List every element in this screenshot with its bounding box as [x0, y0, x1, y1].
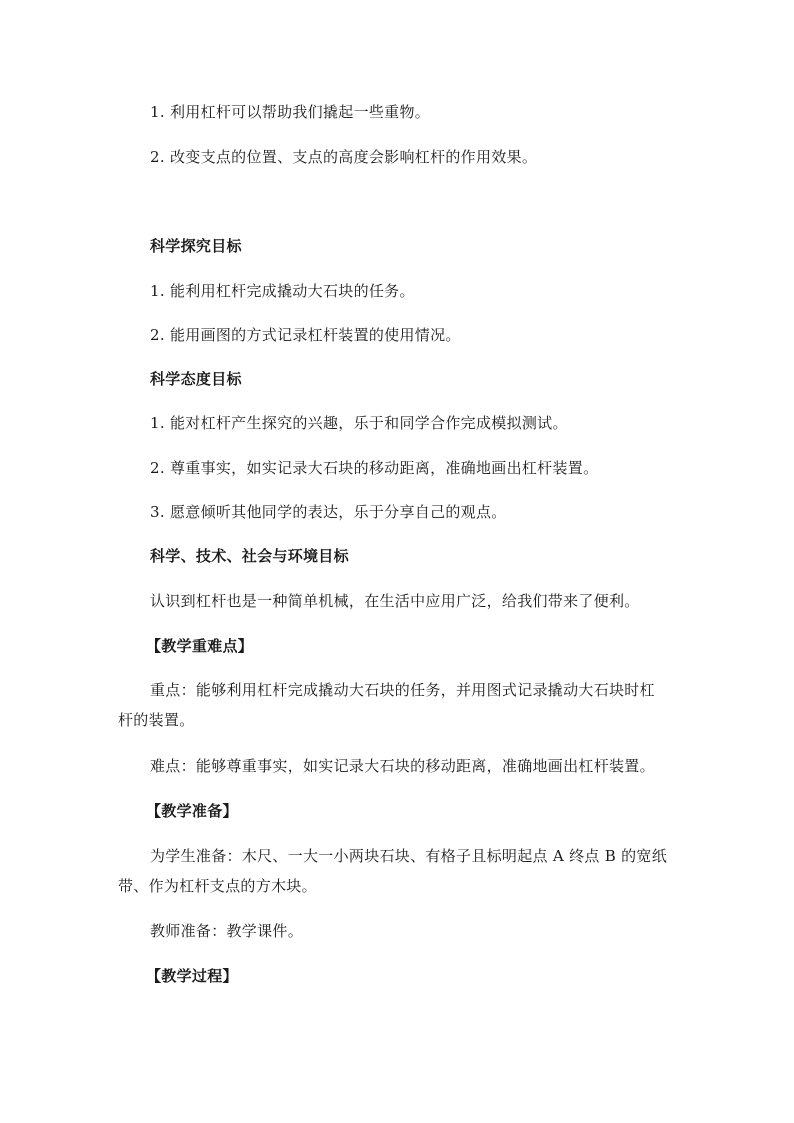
inquiry-goal-1: 1. 能利用杠杆完成撬动大石块的任务。: [150, 282, 415, 300]
stse-goals-text: 认识到杠杆也是一种简单机械，在生活中应用广泛，给我们带来了便利。: [150, 592, 640, 610]
teacher-preparation: 教师准备：教学课件。: [150, 922, 304, 940]
key-point-line-2: 杆的装置。: [118, 711, 195, 729]
attitude-goal-2: 2. 尊重事实，如实记录大石块的移动距离，准确地画出杠杆装置。: [150, 459, 599, 477]
attitude-goal-1: 1. 能对杠杆产生探究的兴趣，乐于和同学合作完成模拟测试。: [150, 414, 568, 432]
stse-goals-heading: 科学、技术、社会与环境目标: [150, 547, 349, 565]
student-preparation-line-1: 为学生准备：木尺、一大一小两块石块、有格子且标明起点 A 终点 B 的宽纸: [150, 847, 668, 865]
student-preparation-line-2: 带、作为杠杆支点的方木块。: [118, 877, 317, 895]
attitude-goal-3: 3. 愿意倾听其他同学的表达，乐于分享自己的观点。: [150, 503, 507, 521]
inquiry-goal-2: 2. 能用画图的方式记录杠杆装置的使用情况。: [150, 326, 461, 344]
key-point-line-1: 重点：能够利用杠杆完成撬动大石块的任务，并用图式记录撬动大石块时杠: [150, 681, 655, 699]
knowledge-goal-2: 2. 改变支点的位置、支点的高度会影响杠杆的作用效果。: [150, 148, 538, 166]
inquiry-goals-heading: 科学探究目标: [150, 237, 242, 255]
knowledge-goal-1: 1. 利用杠杆可以帮助我们撬起一些重物。: [150, 103, 431, 121]
attitude-goals-heading: 科学态度目标: [150, 370, 242, 388]
process-heading: 【教学过程】: [146, 967, 238, 985]
preparation-heading: 【教学准备】: [146, 802, 238, 820]
difficulty-text: 难点：能够尊重事实，如实记录大石块的移动距离，准确地画出杠杆装置。: [150, 757, 655, 775]
key-points-heading: 【教学重难点】: [146, 637, 254, 655]
